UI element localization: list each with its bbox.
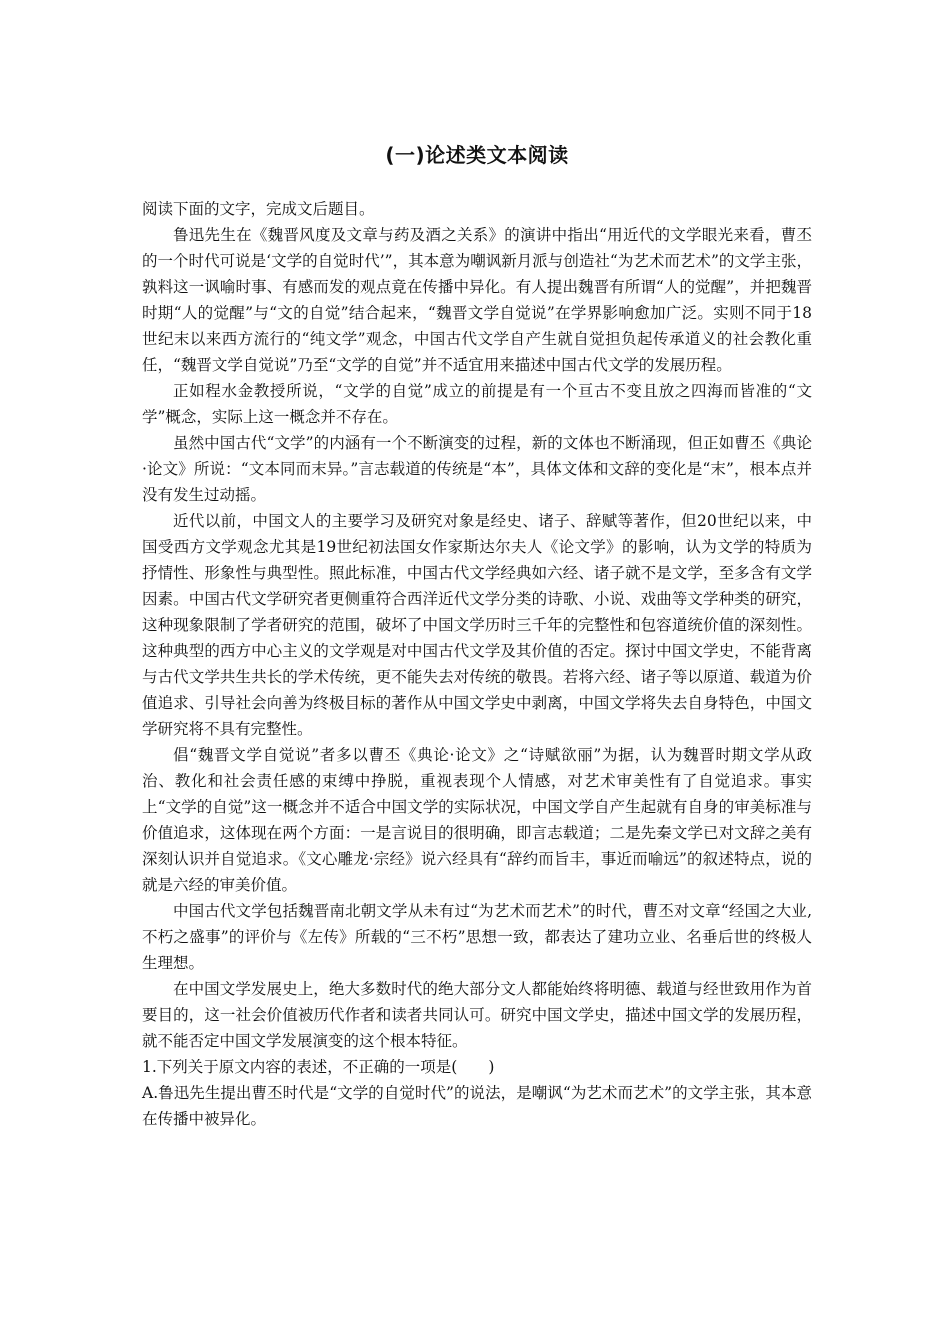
instruction-text: 阅读下面的文字，完成文后题目。: [142, 200, 375, 218]
question-1: 1.下列关于原文内容的表述，不正确的一项是( ): [142, 1058, 495, 1076]
option-a: A.鲁迅先生提出曹丕时代是“文学的自觉时代”的说法，是嘲讽“为艺术而艺术”的文学主张，其本意在传播中被异化。: [142, 1084, 812, 1128]
paragraph-4: 近代以前，中国文人的主要学习及研究对象是经史、诸子、辞赋等著作，但20世纪以来，中国受西方文学观念尤其是19世纪初法国女作家斯达尔夫人《论文学》的影响，认为文学的特质为抒情性、形象性与典型性。照此标准，中国古代文学经典如六经、诸子就不是文学，至多含有文学因素。中国古代文学研究者更侧重符合西洋近代文学分类的诗歌、小说、戏曲等文学种类的研究，这种现象限制了学者研究的范围，破坏了中国文学历时三千年的完整性和包容道统价值的深刻性。这种典型的西方中心主义的文学观是对中国古代文学及其价值的否定。探讨中国文学史，不能背离与古代文学共生共长的学术传统，更不能失去对传统的敬畏。若将六经、诸子等以原道、载道为价值追求、引导社会向善为终极目标的著作从中国文学史中剥离，中国文学将失去自身特色，中国文学研究将不具有完整性。: [142, 512, 812, 738]
page-title: (一)论述类文本阅读: [385, 143, 569, 167]
document-page: [142, 138, 812, 1132]
paragraph-6: 中国古代文学包括魏晋南北朝文学从未有过“为艺术而艺术”的时代，曹丕对文章“经国之大业,不朽之盛事”的评价与《左传》所载的“三不朽”思想一致，都表达了建功立业、名垂后世的终极人生理想。: [142, 902, 812, 972]
paragraph-2: 正如程水金教授所说，“文学的自觉”成立的前提是有一个亘古不变且放之四海而皆准的“文学”概念，实际上这一概念并不存在。: [142, 382, 812, 426]
paragraph-5: 倡“魏晋文学自觉说”者多以曹丕《典论·论文》之“诗赋欲丽”为据，认为魏晋时期文学从政治、教化和社会责任感的束缚中挣脱，重视表现个人情感，对艺术审美性有了自觉追求。事实上“文学的自觉”这一概念并不适合中国文学的实际状况，中国文学自产生起就有自身的审美标准与价值追求，这体现在两个方面：一是言说目的很明确，即言志载道；二是先秦文学已对文辞之美有深刻认识并自觉追求。《文心雕龙·宗经》说六经具有“辞约而旨丰，事近而喻远”的叙述特点，说的就是六经的审美价值。: [142, 746, 812, 894]
paragraph-1: 鲁迅先生在《魏晋风度及文章与药及酒之关系》的演讲中指出“用近代的文学眼光来看，曹丕的一个时代可说是‘文学的自觉时代’”，其本意为嘲讽新月派与创造社“为艺术而艺术”的文学主张，孰料这一讽喻时事、有感而发的观点竟在传播中异化。有人提出魏晋有所谓“人的觉醒”，并把魏晋时期“人的觉醒”与“文的自觉”结合起来，“魏晋文学自觉说”在学界影响愈加广泛。实则不同于18世纪末以来西方流行的“纯文学”观念，中国古代文学自产生就自觉担负起传承道义的社会教化重任，“魏晋文学自觉说”乃至“文学的自觉”并不适宜用来描述中国古代文学的发展历程。: [142, 226, 812, 374]
paragraph-7: 在中国文学发展史上，绝大多数时代的绝大部分文人都能始终将明德、载道与经世致用作为首要目的，这一社会价值被历代作者和读者共同认可。研究中国文学史，描述中国文学的发展历程，就不能否定中国文学发展演变的这个根本特征。: [142, 980, 812, 1050]
paragraph-3: 虽然中国古代“文学”的内涵有一个不断演变的过程，新的文体也不断涌现，但正如曹丕《典论·论文》所说：“文本同而末异。”言志载道的传统是“本”，具体文体和文辞的变化是“末”，根本点并没有发生过动摇。: [142, 434, 812, 504]
